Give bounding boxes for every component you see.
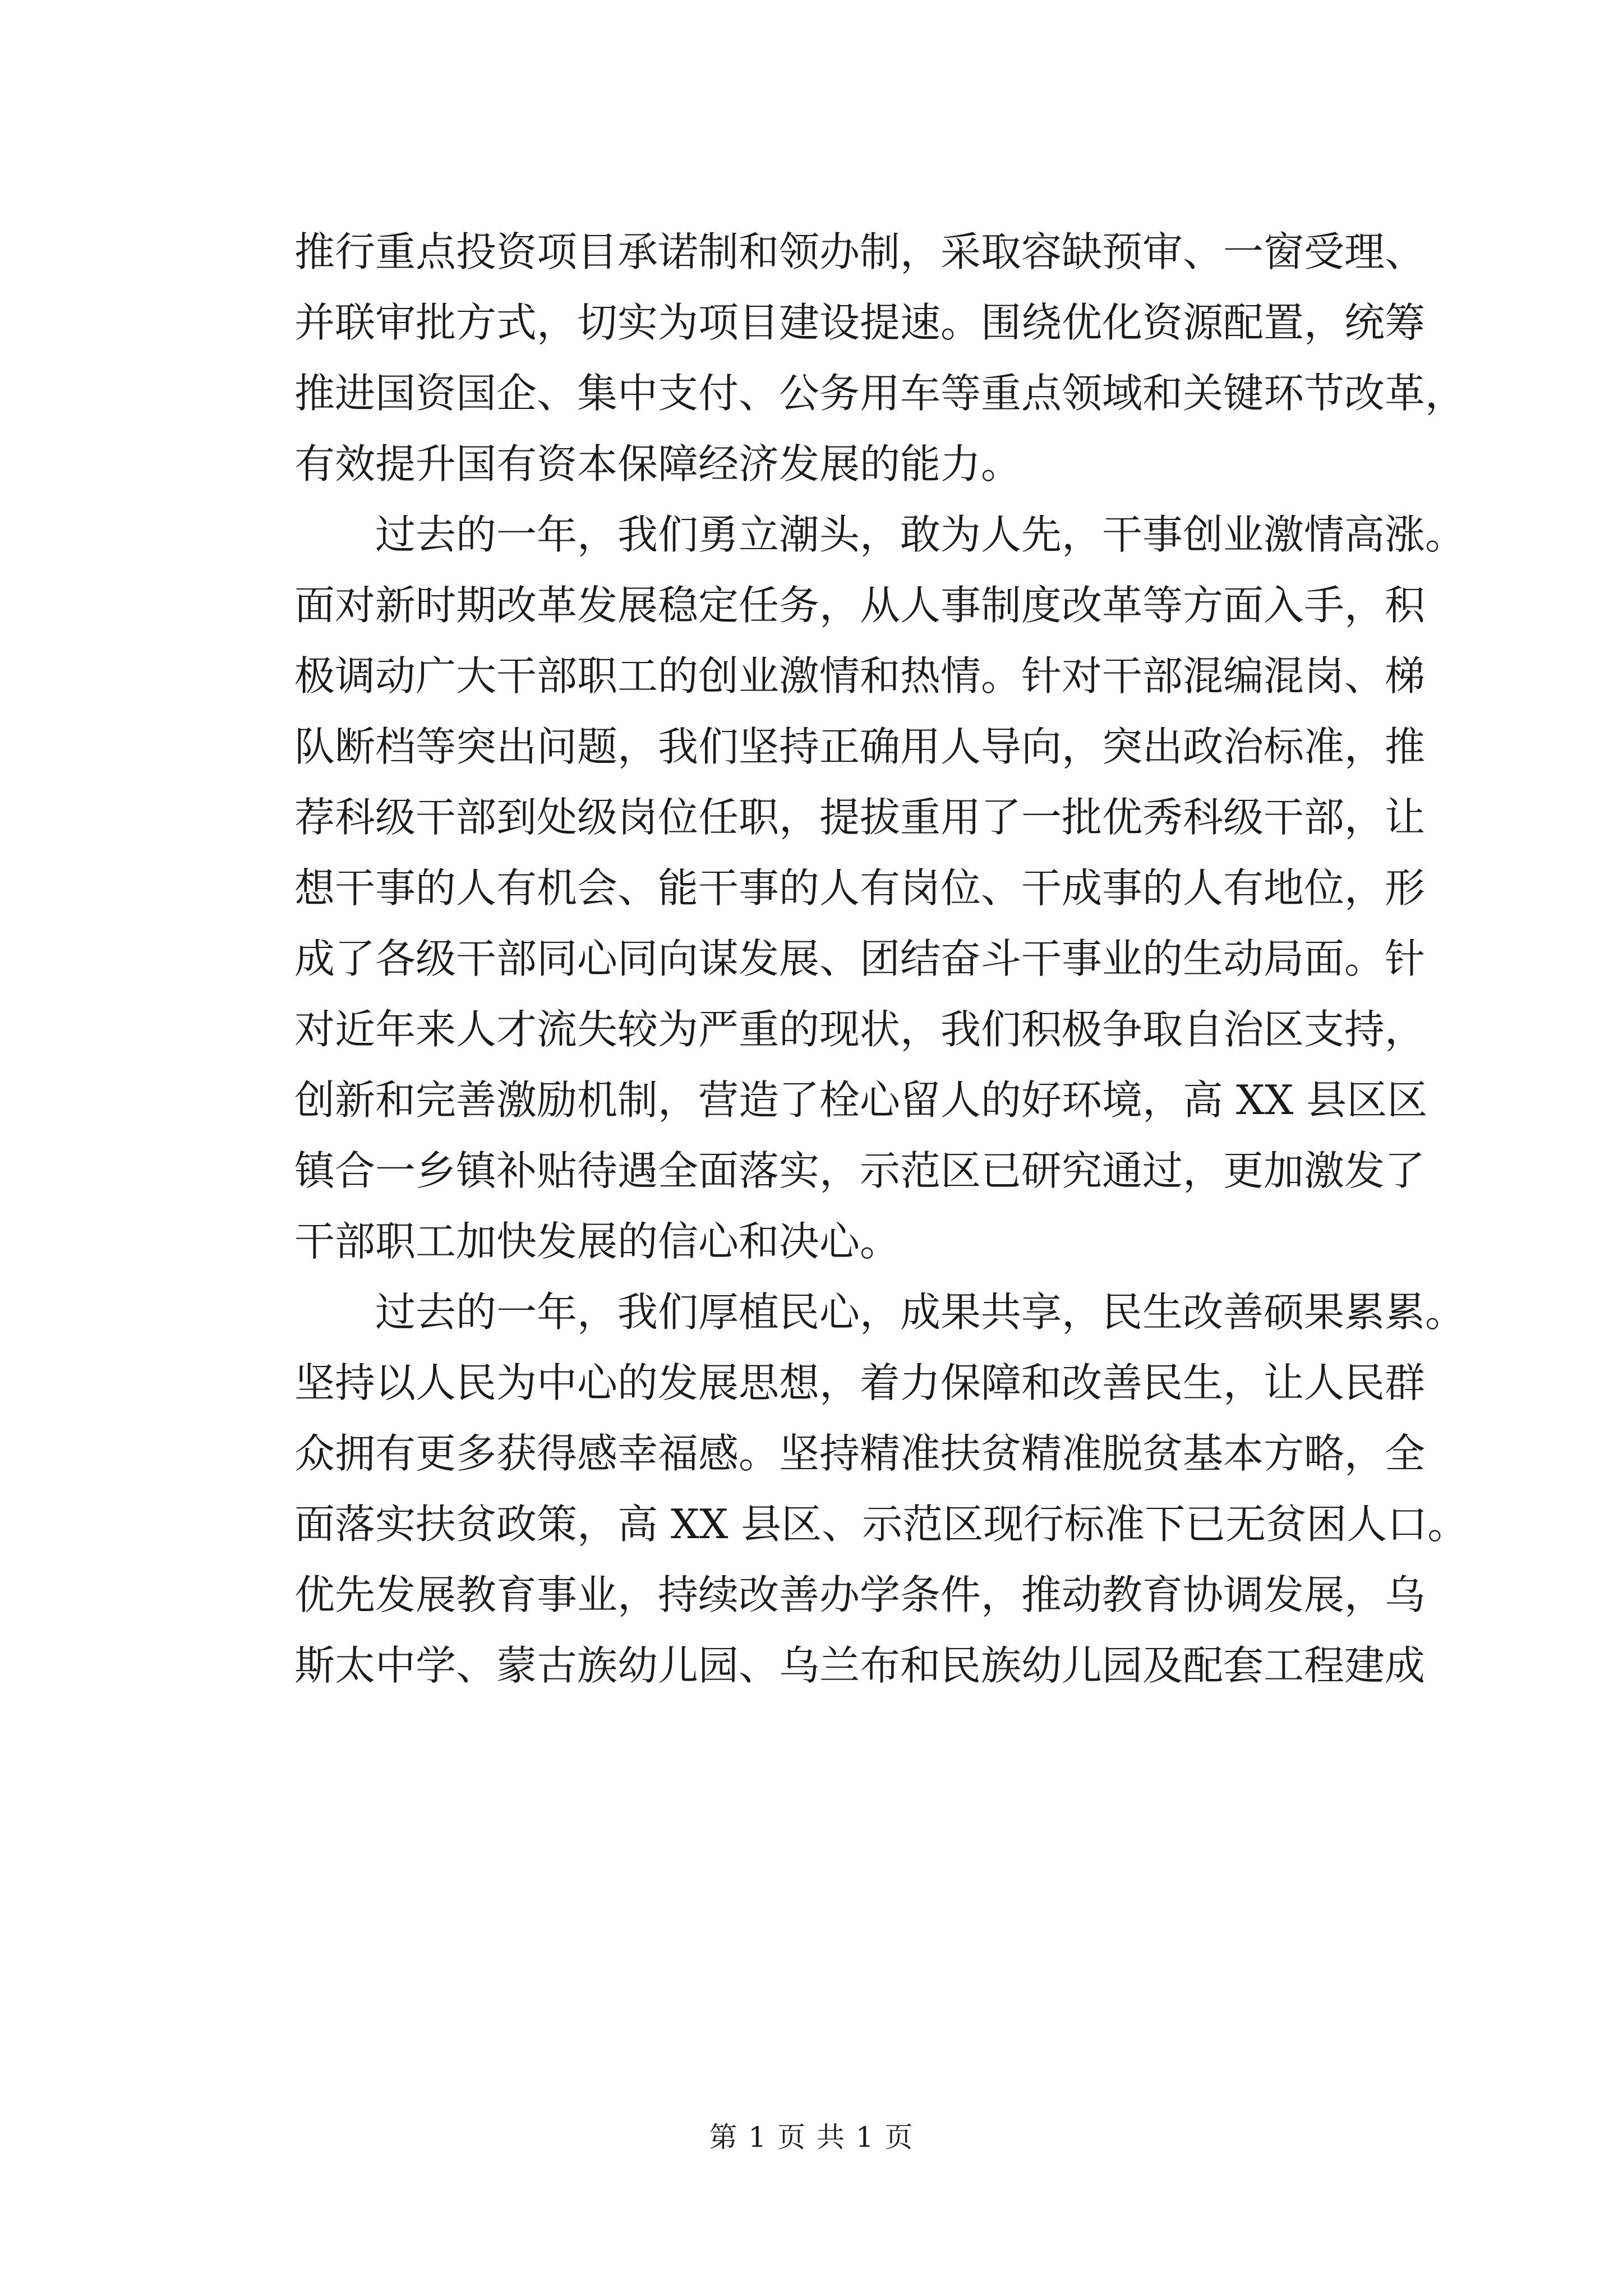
text-line: 想干事的人有机会、能干事的人有岗位、干成事的人有地位，形: [294, 864, 1426, 912]
text-line: 干部职工加快发展的信心和决心。: [294, 1218, 901, 1265]
text-line: 优先发展教育事业，持续改善办学条件，推动教育协调发展，乌: [294, 1571, 1426, 1618]
text-line: 推行重点投资项目承诺制和领办制，采取容缺预审、一窗受理、: [294, 228, 1426, 275]
text-line: 坚持以人民为中心的发展思想，着力保障和改善民生，让人民群: [294, 1359, 1426, 1406]
page-number: 第 1 页 共 1 页: [709, 2121, 914, 2154]
text-line: 对近年来人才流失较为严重的现状，我们积极争取自治区支持，: [294, 1006, 1426, 1053]
text-line: 并联审批方式，切实为项目建设提速。围绕优化资源配置，统筹: [294, 299, 1426, 346]
text-line: 荐科级干部到处级岗位任职，提拔重用了一批优秀科级干部，让: [294, 794, 1426, 841]
text-line: 面对新时期改革发展稳定任务，从人事制度改革等方面入手，积: [294, 582, 1426, 629]
text-line: 过去的一年，我们厚植民心，成果共享，民生改善硕果累累。: [294, 1289, 1466, 1336]
text-line: 成了各级干部同心同向谋发展、团结奋斗干事业的生动局面。针: [294, 935, 1426, 982]
text-line: 推进国资国企、集中支付、公务用车等重点领域和关键环节改革，: [294, 370, 1466, 417]
text-line: 过去的一年，我们勇立潮头，敢为人先，干事创业激情高涨。: [294, 511, 1466, 558]
body-text: [294, 217, 1468, 1701]
text-line: 极调动广大干部职工的创业激情和热情。针对干部混编混岗、梯: [294, 652, 1426, 700]
text-line: 队断档等突出问题，我们坚持正确用人导向，突出政治标准，推: [294, 723, 1426, 770]
text-line: 斯太中学、蒙古族幼儿园、乌兰布和民族幼儿园及配套工程建成: [294, 1642, 1426, 1689]
text-line: 镇合一乡镇补贴待遇全面落实，示范区已研究通过，更加激发了: [294, 1147, 1426, 1194]
text-line: 创新和完善激励机制，营造了栓心留人的好环境，高 XX 县区区: [294, 1076, 1428, 1124]
page-footer: [0, 2115, 1623, 2155]
text-line: 众拥有更多获得感幸福感。坚持精准扶贫精准脱贫基本方略，全: [294, 1430, 1426, 1477]
text-line: 有效提升国有资本保障经济发展的能力。: [294, 440, 1022, 487]
text-line: 面落实扶贫政策，高 XX 县区、示范区现行标准下已无贫困人口。: [294, 1501, 1468, 1548]
